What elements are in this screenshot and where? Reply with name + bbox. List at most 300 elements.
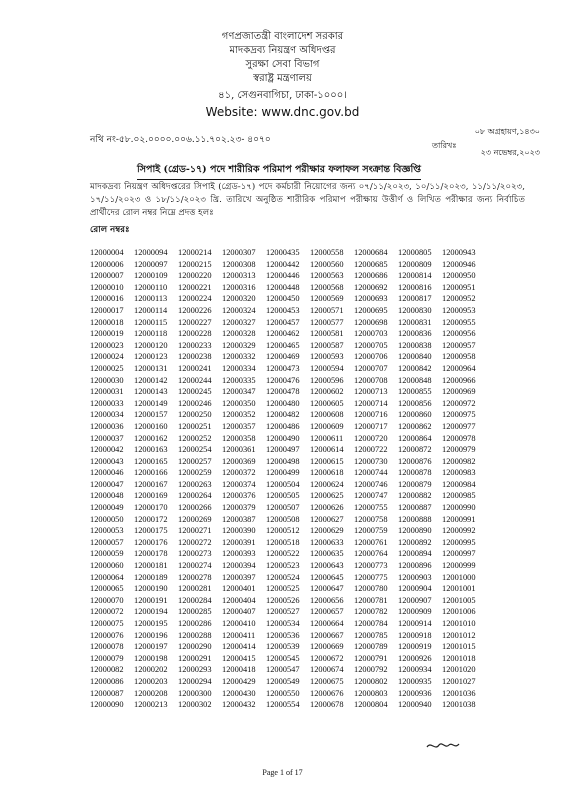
roll-number: 12000498 bbox=[266, 456, 300, 466]
roll-number: 12000272 bbox=[178, 537, 212, 547]
roll-number: 12001005 bbox=[442, 595, 476, 605]
roll-number: 12000608 bbox=[310, 410, 344, 420]
roll-number: 12000802 bbox=[354, 676, 388, 686]
roll-number: 12000909 bbox=[398, 607, 432, 617]
roll-number: 12000848 bbox=[398, 375, 432, 385]
roll-number: 12000782 bbox=[354, 607, 388, 617]
roll-number: 12000780 bbox=[354, 584, 388, 594]
roll-number: 12000964 bbox=[442, 363, 476, 373]
roll-number: 12000401 bbox=[222, 584, 256, 594]
roll-number: 12000418 bbox=[222, 665, 256, 675]
roll-number: 12000394 bbox=[222, 561, 256, 571]
roll-number: 12000784 bbox=[354, 619, 388, 628]
roll-number: 12000647 bbox=[310, 584, 344, 594]
roll-number: 12000596 bbox=[310, 375, 344, 385]
date-english: ২৩ নভেম্বর,২০২৩ bbox=[480, 148, 540, 157]
roll-number: 12000720 bbox=[354, 433, 388, 443]
roll-number: 12001015 bbox=[442, 642, 476, 652]
roll-number: 12000995 bbox=[442, 537, 476, 547]
roll-number: 12000635 bbox=[310, 549, 344, 559]
roll-number: 12001010 bbox=[442, 619, 476, 628]
roll-number: 12000334 bbox=[222, 363, 256, 373]
roll-number: 12000347 bbox=[222, 387, 256, 397]
roll-number: 12000033 bbox=[90, 398, 124, 408]
roll-number: 12000979 bbox=[442, 445, 476, 455]
roll-number: 12000581 bbox=[310, 329, 344, 339]
roll-number: 12000264 bbox=[178, 491, 212, 501]
grid-spacer bbox=[486, 653, 530, 665]
roll-number: 12000678 bbox=[310, 700, 344, 710]
roll-number: 12000269 bbox=[178, 514, 212, 524]
roll-number: 12000429 bbox=[222, 676, 256, 686]
roll-number: 12000879 bbox=[398, 479, 432, 489]
grid-spacer bbox=[486, 479, 530, 491]
roll-number: 12000478 bbox=[266, 387, 300, 397]
grid-spacer bbox=[486, 351, 530, 363]
roll-number: 12000374 bbox=[222, 479, 256, 489]
roll-number: 12000197 bbox=[134, 642, 168, 652]
roll-number: 12000086 bbox=[90, 676, 124, 686]
roll-number: 12000075 bbox=[90, 619, 124, 628]
roll-number: 12000167 bbox=[134, 479, 168, 489]
roll-number: 12000904 bbox=[398, 584, 432, 594]
roll-number: 12000329 bbox=[222, 340, 256, 350]
roll-number: 12000686 bbox=[354, 271, 388, 281]
roll-number: 12000558 bbox=[310, 248, 344, 257]
roll-number: 12000888 bbox=[398, 514, 432, 524]
roll-number: 12000744 bbox=[354, 468, 388, 478]
roll-number: 12000926 bbox=[398, 653, 432, 663]
roll-number: 12000695 bbox=[354, 305, 388, 315]
roll-number: 12000024 bbox=[90, 352, 124, 362]
roll-number: 12000372 bbox=[222, 468, 256, 478]
roll-number: 12000563 bbox=[310, 271, 344, 281]
roll-number: 12000004 bbox=[90, 248, 124, 257]
roll-number: 12000453 bbox=[266, 305, 300, 315]
page-number: Page 1 of 17 bbox=[262, 768, 303, 777]
roll-number: 12000251 bbox=[178, 421, 212, 431]
roll-number: 12000387 bbox=[222, 514, 256, 524]
roll-number: 12000789 bbox=[354, 642, 388, 652]
roll-number: 12000667 bbox=[310, 630, 344, 640]
roll-number: 12000717 bbox=[354, 421, 388, 431]
grid-spacer bbox=[486, 525, 530, 537]
roll-number: 12000190 bbox=[134, 584, 168, 594]
roll-number: 12000872 bbox=[398, 445, 432, 455]
roll-number: 12001006 bbox=[442, 607, 476, 617]
roll-number: 12000684 bbox=[354, 248, 388, 257]
roll-number: 12000407 bbox=[222, 607, 256, 617]
roll-number: 12000194 bbox=[134, 607, 168, 617]
roll-number: 12000761 bbox=[354, 537, 388, 547]
roll-number: 12000791 bbox=[354, 653, 388, 663]
roll-number: 12000469 bbox=[266, 352, 300, 362]
roll-number: 12000203 bbox=[134, 676, 168, 686]
roll-number: 12000462 bbox=[266, 329, 300, 339]
roll-number: 12000030 bbox=[90, 375, 124, 385]
roll-number: 12001020 bbox=[442, 665, 476, 675]
roll-number: 12000518 bbox=[266, 537, 300, 547]
roll-number: 12000350 bbox=[222, 398, 256, 408]
roll-number: 12000233 bbox=[178, 340, 212, 350]
roll-number: 12000956 bbox=[442, 329, 476, 339]
roll-number: 12000214 bbox=[178, 248, 212, 257]
roll-number: 12000281 bbox=[178, 584, 212, 594]
roll-number: 12000090 bbox=[90, 700, 124, 710]
roll-number: 12000614 bbox=[310, 445, 344, 455]
roll-number: 12000189 bbox=[134, 572, 168, 582]
roll-number: 12000958 bbox=[442, 352, 476, 362]
roll-number: 12000294 bbox=[178, 676, 212, 686]
roll-number: 12000856 bbox=[398, 398, 432, 408]
grid-spacer bbox=[486, 386, 530, 398]
grid-spacer bbox=[486, 467, 530, 479]
address: ৪১, সেগুনবাগিচা, ঢাকা-১০০০। bbox=[218, 90, 347, 101]
roll-number: 12000705 bbox=[354, 340, 388, 350]
roll-number: 12000935 bbox=[398, 676, 432, 686]
roll-number: 12000123 bbox=[134, 352, 168, 362]
roll-number: 12000202 bbox=[134, 665, 168, 675]
roll-number: 12000730 bbox=[354, 456, 388, 466]
roll-number: 12000228 bbox=[178, 329, 212, 339]
roll-number: 12000969 bbox=[442, 387, 476, 397]
roll-number: 12000830 bbox=[398, 305, 432, 315]
roll-number: 12000053 bbox=[90, 526, 124, 536]
roll-number: 12000985 bbox=[442, 491, 476, 501]
roll-number: 12000048 bbox=[90, 491, 124, 501]
grid-spacer bbox=[486, 595, 530, 607]
roll-number: 12000379 bbox=[222, 503, 256, 513]
roll-number: 12000043 bbox=[90, 456, 124, 466]
roll-number: 12000191 bbox=[134, 595, 168, 605]
roll-number: 12000982 bbox=[442, 456, 476, 466]
roll-number: 12000393 bbox=[222, 549, 256, 559]
roll-number: 12000357 bbox=[222, 421, 256, 431]
roll-number: 12000716 bbox=[354, 410, 388, 420]
roll-number: 12000497 bbox=[266, 445, 300, 455]
roll-number: 12000957 bbox=[442, 340, 476, 350]
roll-number: 12000594 bbox=[310, 363, 344, 373]
roll-number: 12000238 bbox=[178, 352, 212, 362]
roll-number: 12000547 bbox=[266, 665, 300, 675]
roll-number: 12000271 bbox=[178, 526, 212, 536]
roll-number: 12000656 bbox=[310, 595, 344, 605]
roll-number: 12000278 bbox=[178, 572, 212, 582]
roll-number: 12000523 bbox=[266, 561, 300, 571]
date-block bbox=[420, 126, 540, 160]
roll-number: 12000450 bbox=[266, 294, 300, 304]
roll-number: 12000049 bbox=[90, 503, 124, 513]
roll-number: 12000007 bbox=[90, 271, 124, 281]
grid-spacer bbox=[486, 502, 530, 514]
roll-number: 12000335 bbox=[222, 375, 256, 385]
roll-number: 12000817 bbox=[398, 294, 432, 304]
roll-number: 12000120 bbox=[134, 340, 168, 350]
roll-number: 12000569 bbox=[310, 294, 344, 304]
roll-number: 12000882 bbox=[398, 491, 432, 501]
roll-number: 12000952 bbox=[442, 294, 476, 304]
roll-number: 12001000 bbox=[442, 572, 476, 582]
roll-number: 12000361 bbox=[222, 445, 256, 455]
roll-number: 12000016 bbox=[90, 294, 124, 304]
roll-number: 12000755 bbox=[354, 503, 388, 513]
roll-number: 12000507 bbox=[266, 503, 300, 513]
roll-number: 12000554 bbox=[266, 700, 300, 710]
roll-number: 12000675 bbox=[310, 676, 344, 686]
roll-number: 12000708 bbox=[354, 375, 388, 385]
roll-number: 12000918 bbox=[398, 630, 432, 640]
roll-number: 12000113 bbox=[134, 294, 168, 304]
roll-number: 12001001 bbox=[442, 584, 476, 594]
roll-number: 12000473 bbox=[266, 363, 300, 373]
roll-number: 12000951 bbox=[442, 282, 476, 292]
roll-number: 12000536 bbox=[266, 630, 300, 640]
roll-number: 12000115 bbox=[134, 317, 168, 327]
roll-number: 12000624 bbox=[310, 479, 344, 489]
roll-number: 12000245 bbox=[178, 387, 212, 397]
roll-number: 12000170 bbox=[134, 503, 168, 513]
grid-spacer bbox=[486, 375, 530, 387]
roll-number: 12000415 bbox=[222, 653, 256, 663]
roll-number: 12000072 bbox=[90, 607, 124, 617]
roll-number: 12000645 bbox=[310, 572, 344, 582]
roll-number: 12000534 bbox=[266, 619, 300, 628]
grid-spacer bbox=[486, 664, 530, 676]
roll-number: 12000991 bbox=[442, 514, 476, 524]
roll-number: 12000250 bbox=[178, 410, 212, 420]
roll-number: 12000465 bbox=[266, 340, 300, 350]
roll-number: 12000626 bbox=[310, 503, 344, 513]
roll-number: 12000629 bbox=[310, 526, 344, 536]
roll-number: 12000505 bbox=[266, 491, 300, 501]
roll-number: 12000914 bbox=[398, 619, 432, 628]
roll-number: 12000887 bbox=[398, 503, 432, 513]
grid-spacer bbox=[486, 305, 530, 317]
roll-number: 12000907 bbox=[398, 595, 432, 605]
roll-number: 12000522 bbox=[266, 549, 300, 559]
ministry-name: স্বরাষ্ট্র মন্ত্রণালয় bbox=[253, 73, 312, 84]
grid-spacer bbox=[486, 618, 530, 630]
roll-number: 12000672 bbox=[310, 653, 344, 663]
roll-number: 12000609 bbox=[310, 421, 344, 431]
roll-number: 12000358 bbox=[222, 433, 256, 443]
roll-number: 12000411 bbox=[222, 630, 256, 640]
roll-number: 12000999 bbox=[442, 561, 476, 571]
roll-number: 12000213 bbox=[134, 700, 168, 710]
roll-number: 12000486 bbox=[266, 421, 300, 431]
roll-number: 12000376 bbox=[222, 491, 256, 501]
roll-number: 12000050 bbox=[90, 514, 124, 524]
roll-number: 12000320 bbox=[222, 294, 256, 304]
roll-number: 12000577 bbox=[310, 317, 344, 327]
roll-number: 12000664 bbox=[310, 619, 344, 628]
roll-number: 12000890 bbox=[398, 526, 432, 536]
roll-number: 12000972 bbox=[442, 398, 476, 408]
roll-number: 12000527 bbox=[266, 607, 300, 617]
roll-number: 12000046 bbox=[90, 468, 124, 478]
roll-number: 12000764 bbox=[354, 549, 388, 559]
roll-number: 12000706 bbox=[354, 352, 388, 362]
grid-spacer bbox=[486, 572, 530, 584]
roll-number: 12000674 bbox=[310, 665, 344, 675]
roll-number: 12000878 bbox=[398, 468, 432, 478]
roll-number: 12000934 bbox=[398, 665, 432, 675]
roll-number: 12000892 bbox=[398, 537, 432, 547]
roll-number: 12000627 bbox=[310, 514, 344, 524]
roll-number: 12000017 bbox=[90, 305, 124, 315]
roll-number: 12000953 bbox=[442, 305, 476, 315]
roll-number: 12001027 bbox=[442, 676, 476, 686]
roll-number: 12000430 bbox=[222, 688, 256, 698]
roll-number: 12000525 bbox=[266, 584, 300, 594]
roll-number: 12000163 bbox=[134, 445, 168, 455]
roll-number: 12000308 bbox=[222, 259, 256, 269]
grid-spacer bbox=[486, 606, 530, 618]
roll-number: 12000568 bbox=[310, 282, 344, 292]
roll-number: 12000693 bbox=[354, 294, 388, 304]
grid-spacer bbox=[486, 537, 530, 549]
roll-number: 12000836 bbox=[398, 329, 432, 339]
roll-number: 12000803 bbox=[354, 688, 388, 698]
roll-number: 12000685 bbox=[354, 259, 388, 269]
roll-number: 12000259 bbox=[178, 468, 212, 478]
department-name: মাদকদ্রব্য নিয়ন্ত্রণ অধিদপ্তর bbox=[229, 45, 336, 56]
roll-number: 12000950 bbox=[442, 271, 476, 281]
govt-name: গণপ্রজাতন্ত্রী বাংলাদেশ সরকার bbox=[221, 31, 344, 42]
roll-number: 12000328 bbox=[222, 329, 256, 339]
roll-number: 12000714 bbox=[354, 398, 388, 408]
roll-number: 12000442 bbox=[266, 259, 300, 269]
roll-number: 12000990 bbox=[442, 503, 476, 513]
roll-number: 12000457 bbox=[266, 317, 300, 327]
roll-number: 12000070 bbox=[90, 595, 124, 605]
roll-number: 12000291 bbox=[178, 653, 212, 663]
roll-number: 12000524 bbox=[266, 572, 300, 582]
roll-number: 12000208 bbox=[134, 688, 168, 698]
grid-spacer bbox=[486, 363, 530, 375]
roll-number: 12001012 bbox=[442, 630, 476, 640]
grid-spacer bbox=[486, 247, 530, 259]
website: Website: www.dnc.gov.bd bbox=[205, 105, 360, 119]
roll-number: 12000805 bbox=[398, 248, 432, 257]
grid-spacer bbox=[486, 641, 530, 653]
roll-number: 12000435 bbox=[266, 248, 300, 257]
roll-number: 12000316 bbox=[222, 282, 256, 292]
roll-number: 12000246 bbox=[178, 398, 212, 408]
roll-number: 12000526 bbox=[266, 595, 300, 605]
roll-number: 12000410 bbox=[222, 619, 256, 628]
roll-number: 12000587 bbox=[310, 340, 344, 350]
roll-number: 12000446 bbox=[266, 271, 300, 281]
roll-number: 12000983 bbox=[442, 468, 476, 478]
roll-number: 12000019 bbox=[90, 329, 124, 339]
roll-number: 12000512 bbox=[266, 526, 300, 536]
roll-number: 12000165 bbox=[134, 456, 168, 466]
roll-number: 12000997 bbox=[442, 549, 476, 559]
grid-spacer bbox=[486, 456, 530, 468]
roll-number: 12000006 bbox=[90, 259, 124, 269]
roll-number: 12000792 bbox=[354, 665, 388, 675]
roll-number: 12000657 bbox=[310, 607, 344, 617]
roll-number: 12000966 bbox=[442, 375, 476, 385]
roll-number: 12000160 bbox=[134, 421, 168, 431]
roll-number: 12000263 bbox=[178, 479, 212, 489]
grid-spacer bbox=[486, 688, 530, 700]
grid-spacer bbox=[486, 398, 530, 410]
roll-number: 12000414 bbox=[222, 642, 256, 652]
roll-number: 12000076 bbox=[90, 630, 124, 640]
roll-number: 12000480 bbox=[266, 398, 300, 408]
roll-number: 12000176 bbox=[134, 537, 168, 547]
roll-number: 12000482 bbox=[266, 410, 300, 420]
roll-number: 12000131 bbox=[134, 363, 168, 373]
roll-number: 12000047 bbox=[90, 479, 124, 489]
roll-number: 12000571 bbox=[310, 305, 344, 315]
roll-number: 12000707 bbox=[354, 363, 388, 373]
roll-number: 12000031 bbox=[90, 387, 124, 397]
roll-number: 12000313 bbox=[222, 271, 256, 281]
roll-number: 12000078 bbox=[90, 642, 124, 652]
roll-number: 12000775 bbox=[354, 572, 388, 582]
roll-number: 12000894 bbox=[398, 549, 432, 559]
roll-number: 12000060 bbox=[90, 561, 124, 571]
roll-number: 12000285 bbox=[178, 607, 212, 617]
roll-number: 12000157 bbox=[134, 410, 168, 420]
roll-number: 12000284 bbox=[178, 595, 212, 605]
roll-number: 12001036 bbox=[442, 688, 476, 698]
roll-number: 12000977 bbox=[442, 421, 476, 431]
roll-number: 12000643 bbox=[310, 561, 344, 571]
grid-spacer bbox=[486, 444, 530, 456]
roll-number: 12000758 bbox=[354, 514, 388, 524]
roll-number: 12000097 bbox=[134, 259, 168, 269]
roll-number: 12000094 bbox=[134, 248, 168, 257]
roll-number: 12000397 bbox=[222, 572, 256, 582]
roll-number: 12000196 bbox=[134, 630, 168, 640]
roll-number: 12000352 bbox=[222, 410, 256, 420]
roll-number: 12000018 bbox=[90, 317, 124, 327]
roll-number: 12000288 bbox=[178, 630, 212, 640]
roll-number: 12000975 bbox=[442, 410, 476, 420]
roll-number: 12000114 bbox=[134, 305, 168, 315]
grid-spacer bbox=[486, 340, 530, 352]
roll-number: 12000172 bbox=[134, 514, 168, 524]
roll-number: 12000862 bbox=[398, 421, 432, 431]
roll-number: 12000499 bbox=[266, 468, 300, 478]
roll-number: 12000175 bbox=[134, 526, 168, 536]
roll-number: 12000169 bbox=[134, 491, 168, 501]
grid-spacer bbox=[486, 409, 530, 421]
roll-number: 12000611 bbox=[310, 433, 344, 443]
roll-number: 12000302 bbox=[178, 700, 212, 710]
roll-number: 12000781 bbox=[354, 595, 388, 605]
roll-number: 12000307 bbox=[222, 248, 256, 257]
memo-number: নথি নং-৫৮.০২.০০০০.০০৬.১১.৭০২.২৩- ৪০৭০ bbox=[90, 135, 271, 145]
roll-number: 12000955 bbox=[442, 317, 476, 327]
grid-spacer bbox=[486, 317, 530, 329]
roll-number: 12000118 bbox=[134, 329, 168, 339]
roll-number: 12000369 bbox=[222, 456, 256, 466]
roll-number: 12000936 bbox=[398, 688, 432, 698]
grid-spacer bbox=[486, 259, 530, 271]
roll-number: 12000855 bbox=[398, 387, 432, 397]
roll-number: 12000759 bbox=[354, 526, 388, 536]
roll-number: 12000876 bbox=[398, 456, 432, 466]
roll-number: 12000713 bbox=[354, 387, 388, 397]
roll-number: 12000224 bbox=[178, 294, 212, 304]
roll-number: 12000226 bbox=[178, 305, 212, 315]
grid-spacer bbox=[486, 433, 530, 445]
